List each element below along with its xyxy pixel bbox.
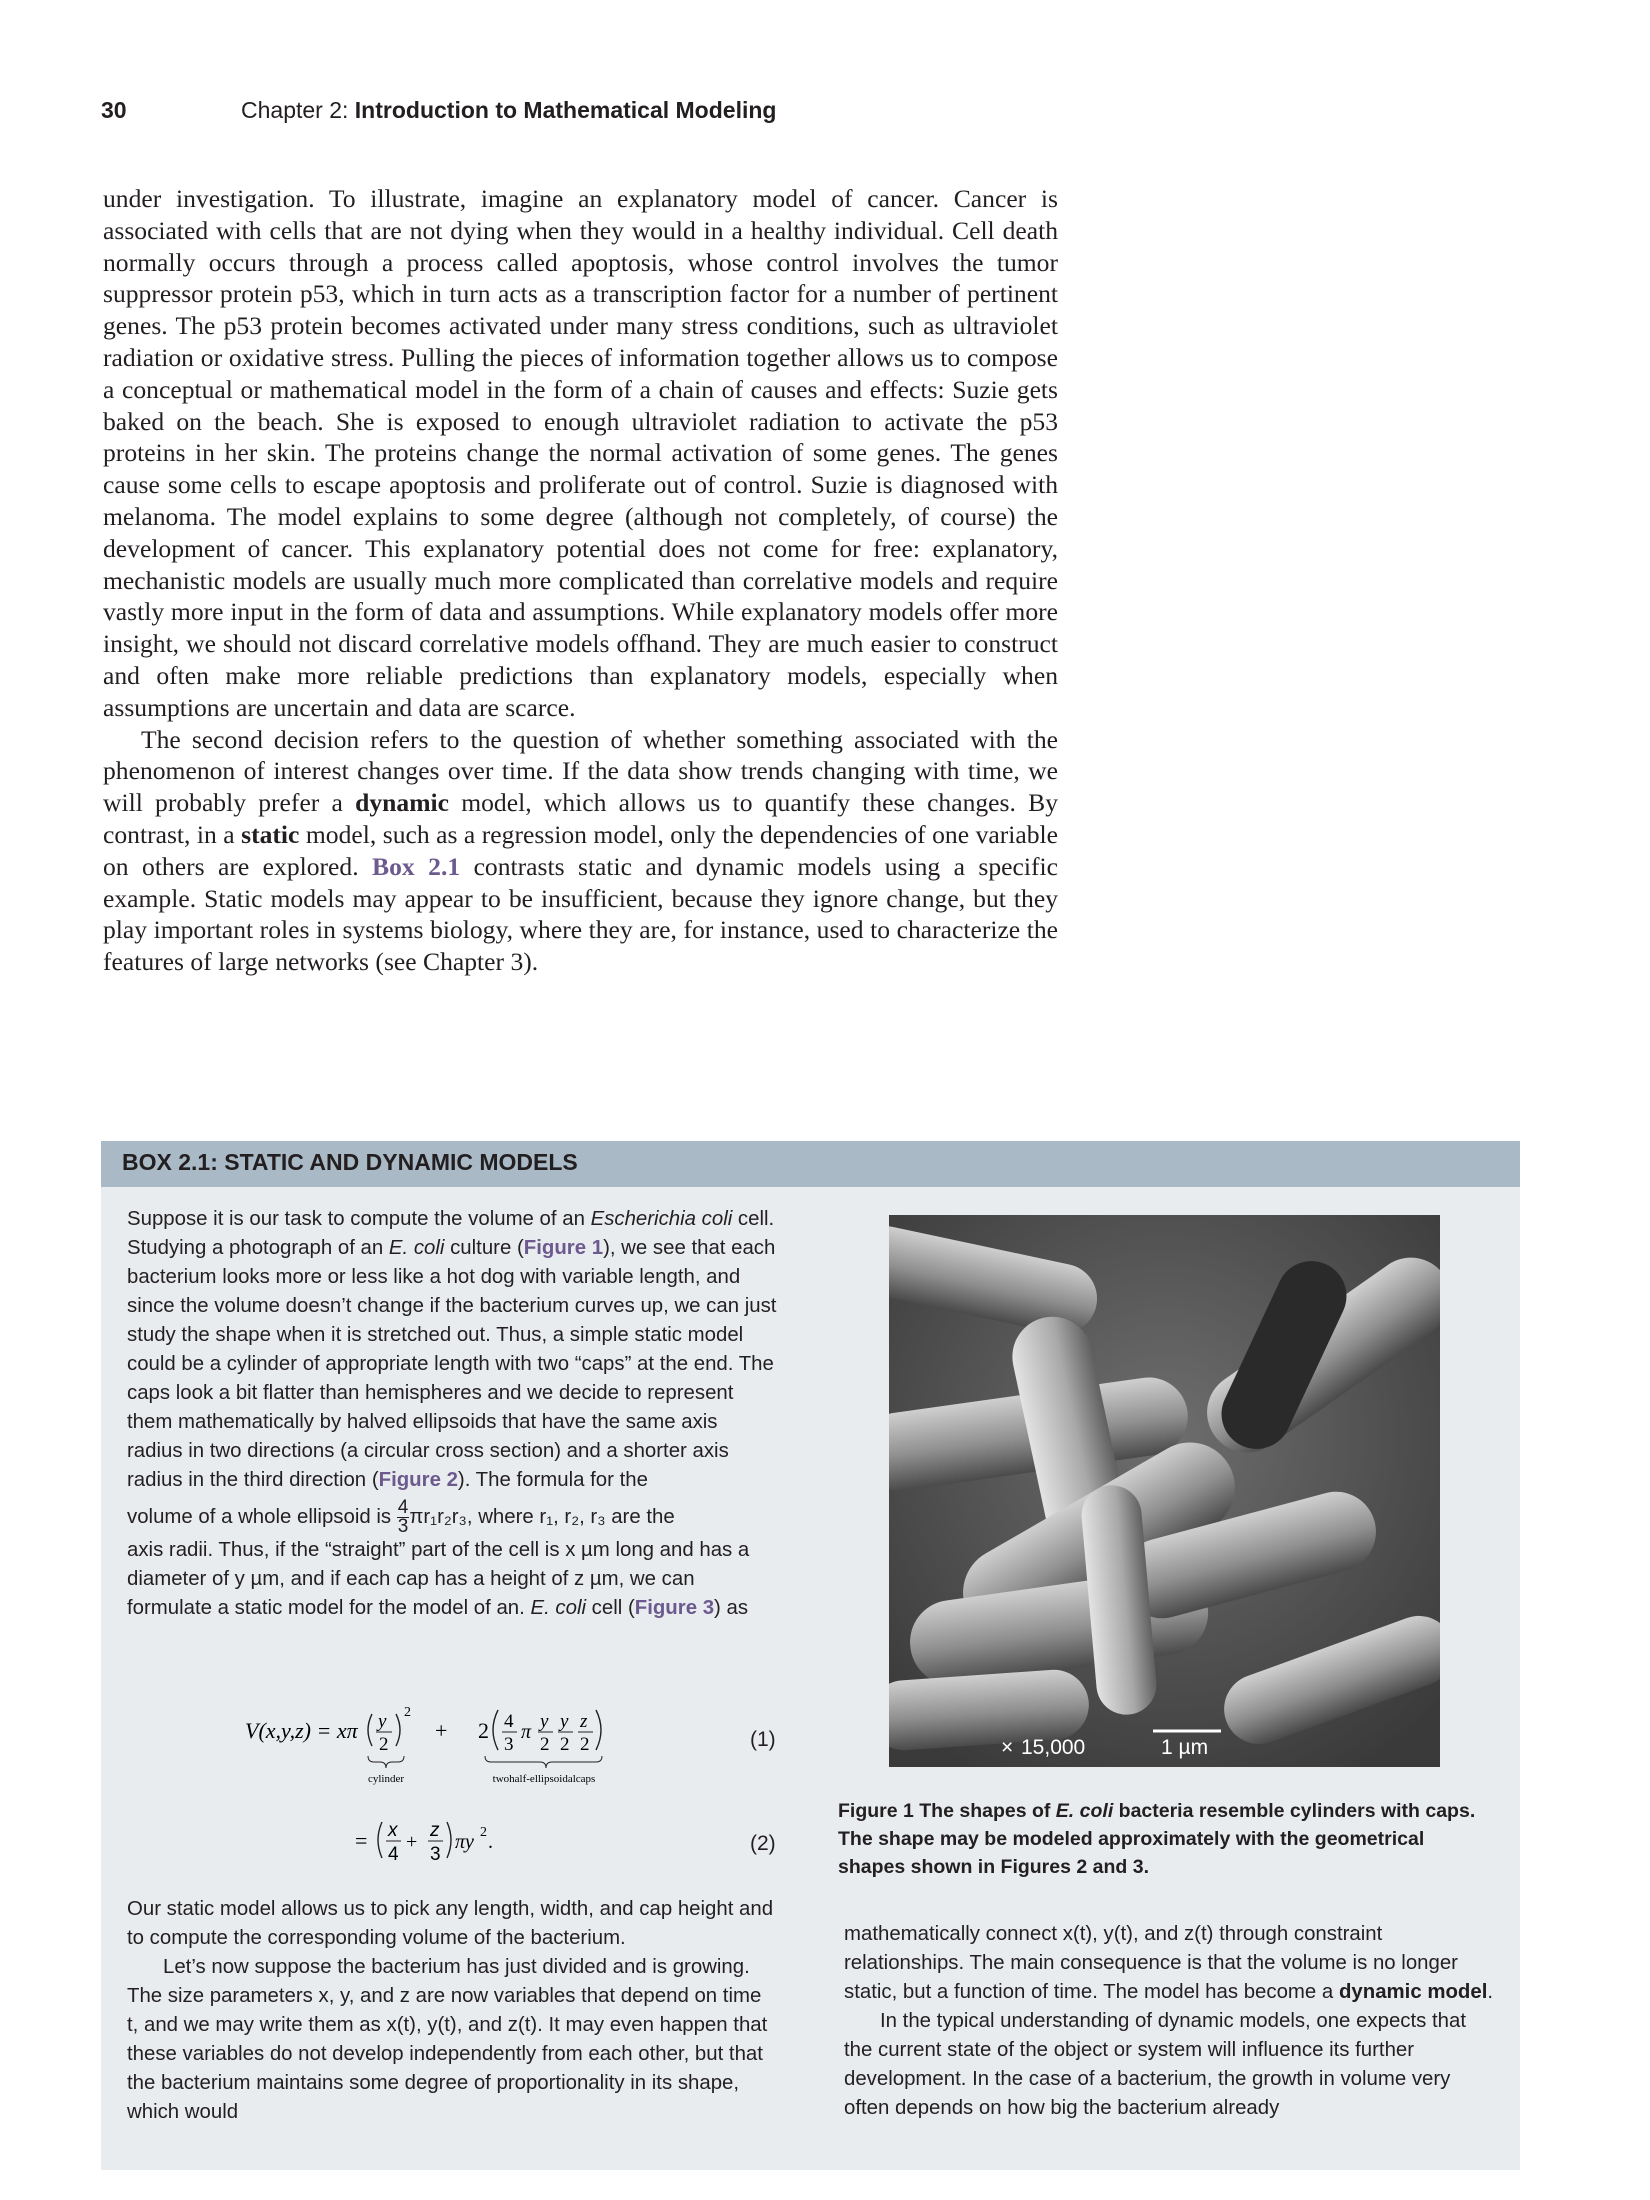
- eq1-lhs: V(x,y,z) = xπ: [245, 1718, 358, 1743]
- paren: [378, 1822, 382, 1858]
- main-text: [103, 183, 1058, 978]
- paragraph-2: [103, 724, 1058, 978]
- species-name: Escherichia coli: [590, 1208, 733, 1230]
- eq-text: π: [521, 1721, 532, 1743]
- magnification-mark: ×: [1001, 1736, 1014, 1759]
- box-left-column-top: [127, 1205, 777, 1623]
- box-text: culture (: [444, 1237, 524, 1259]
- eq-text: 3: [430, 1844, 441, 1865]
- eq-text: 4: [388, 1844, 399, 1865]
- eq-text: z: [430, 1820, 440, 1841]
- species-name: E. coli: [388, 1237, 445, 1259]
- eq-text: 2: [580, 1734, 590, 1755]
- eq-text: y: [560, 1711, 569, 1732]
- page-number: 30: [101, 97, 127, 123]
- box-header-bar: [101, 1141, 1520, 1187]
- box-text: .: [1487, 1981, 1494, 2003]
- species-name: E. coli: [1055, 1800, 1114, 1822]
- box-paragraph-static: Our static model allows us to pick any length, width, and cap height and to compute the corresponding volume of the bacterium.: [127, 1898, 774, 1949]
- eq-text: 2: [560, 1734, 570, 1755]
- p2-text-d: contrasts static and dynamic models using a specific example. Static models may appear to be insufficient, because they ignore change, but they play important roles in systems biology, where they are, for instance, used to characterize the features of large networks (see Chapter 3).: [103, 851, 1058, 977]
- eq-text: .: [488, 1831, 493, 1853]
- eq-text: y: [378, 1711, 387, 1732]
- box-paragraph-constraint: [844, 1920, 1498, 2007]
- page-header: [101, 97, 1501, 133]
- magnification-label: 15,000: [1021, 1736, 1086, 1759]
- micrograph-illustration: [889, 1215, 1440, 1767]
- box-right-column: [844, 1920, 1498, 2123]
- box-paragraph-growth: Let’s now suppose the bacterium has just divided and is growing. The size parameters x, y, and z are now variables that depend on time t, and we may write them as x(t), y(t), and z(t). It may even happen that these variables do not develop independently from each other, but that the bacterium maintains some degree of proportionality in its shape, which would: [127, 1956, 768, 2123]
- term-static: static: [241, 819, 300, 849]
- caption-text: Figure 1 The shapes of: [838, 1800, 1056, 1822]
- term-dynamic: dynamic: [355, 788, 449, 818]
- box-paragraph-1: [127, 1205, 777, 1495]
- chapter-heading: [241, 97, 776, 124]
- paren: [368, 1714, 372, 1746]
- label-cylinder: cylinder: [367, 1773, 405, 1785]
- eq-text: z: [580, 1711, 588, 1732]
- paren: [396, 1714, 400, 1746]
- box-title: BOX 2.1: STATIC AND DYNAMIC MODELS: [122, 1149, 578, 1175]
- eq-text: 2: [480, 1825, 487, 1840]
- eq-text: 2: [404, 1705, 411, 1720]
- underbrace-cylinder: [368, 1756, 404, 1768]
- box-paragraph-axis: [127, 1536, 777, 1623]
- box-text: ) as: [714, 1597, 749, 1619]
- ecoli-micrograph: [889, 1215, 1440, 1767]
- eq-text: πy: [455, 1831, 474, 1853]
- fraction-denominator: 3: [397, 1516, 409, 1537]
- figure-1-link[interactable]: Figure 1: [523, 1237, 604, 1259]
- eq-text: =: [355, 1828, 368, 1853]
- box-text: volume of a whole ellipsoid is: [127, 1505, 397, 1528]
- label-caps: twohalf-ellipsoidalcaps: [492, 1773, 596, 1785]
- paragraph-1: under investigation. To illustrate, imagine an explanatory model of cancer. Cancer is associated with cells that are not dying when they would in a healthy individual. Cell death normally occurs through a process called apoptosis, whose control involves the tumor suppressor protein p53, which in turn acts as a transcription factor for a number of pertinent genes. The p53 protein becomes activated under many stress conditions, such as ultraviolet radiation or oxidative stress. Pulling the pieces of information together allows us to compose a conceptual or mathematical model in the form of a chain of causes and effects: Suzie gets baked on the beach. She is exposed to enough ultraviolet radiation to activate the p53 proteins in her skin. The proteins change the normal activation of some genes. The genes cause some cells to escape apoptosis and proliferate out of control. Suzie is diagnosed with melanoma. The model explains to some degree (although not completely, of course) the development of cancer. This explanatory potential does not come for free: explanatory, mechanistic models are usually much more complicated than correlative models and require vastly more input in the form of data and assumptions. While explanatory models offer more insight, we should not discard correlative models offhand. They are much easier to construct and often make more reliable predictions than explanatory models, especially when assumptions are uncertain and data are scarce.: [103, 184, 1058, 722]
- p2-text-a: The second decision refers to the question of whether something associated with the phenomenon of interest changes over time. If the data show trends changing with time, we will probably prefer a: [103, 724, 1058, 818]
- p2-text-c: model, such as a regression model, only the dependencies of one variable on others are explored.: [103, 819, 1058, 881]
- box-text: axis radii. Thus, if the “straight” part of the cell is x µm long and has a diameter of y µm, and if each cap has a height of z µm, we can formulate a static model for the model of an.: [127, 1539, 750, 1619]
- box-text: Suppose it is our task to compute the volume of an: [127, 1208, 591, 1230]
- p2-text-b: model, which allows us to quantify these changes. By contrast, in a: [103, 788, 1058, 849]
- box-reference-link[interactable]: Box 2.1: [372, 851, 461, 881]
- species-name: E. coli: [530, 1597, 587, 1619]
- figure-1-caption: [838, 1797, 1478, 1881]
- figure-3-link[interactable]: Figure 3: [634, 1597, 715, 1619]
- box-text: ). The formula for the: [457, 1469, 648, 1491]
- fraction-four-thirds: [397, 1499, 410, 1536]
- paren: [447, 1822, 451, 1858]
- eq-text: 4: [504, 1711, 514, 1732]
- figure-2-link[interactable]: Figure 2: [378, 1469, 458, 1491]
- eq-text: +: [406, 1831, 418, 1853]
- paren: [493, 1710, 498, 1750]
- box-text: mathematically connect x(t), y(t), and z(t) through constraint relationships. The main consequence is that the volume is no longer static, but a function of time. The model has become a: [844, 1923, 1458, 2003]
- eq-text: 3: [504, 1734, 514, 1755]
- fraction-numerator: 4: [397, 1497, 409, 1518]
- box-paragraph-typical: In the typical understanding of dynamic models, one expects that the current state of the object or system will influence its further development. In the case of a bacterium, the growth in volume very often depends on how big the bacterium already: [844, 2010, 1467, 2119]
- box-text: ), we see that each bacterium looks more or less like a hot dog with variable length, and since the volume doesn’t change if the bacterium curves up, we can just study the shape when it is stretched out. Thus, a simple static model could be a cylinder of appropriate length with two “caps” at the end. The caps look a bit flatter than hemispheres and we decide to represent them mathematically by halved ellipsoids that have the same axis radius in two directions (a circular cross section) and a shorter axis radius in the third direction (: [127, 1237, 777, 1491]
- caption-text: bacteria resemble cylinders with caps. The shape may be modeled approximately with the geometrical shapes shown in Figures 2 and 3.: [838, 1800, 1476, 1878]
- eq-text: x: [388, 1820, 398, 1841]
- eq-text: 2: [540, 1734, 550, 1755]
- box-left-column-bottom: [127, 1895, 777, 2127]
- chapter-title: Introduction to Mathematical Modeling: [354, 97, 777, 123]
- eq-text: +: [435, 1718, 448, 1743]
- equation-2-number: (2): [750, 1832, 776, 1855]
- scale-bar-label: 1 µm: [1161, 1736, 1209, 1759]
- box-text: cell (: [586, 1597, 635, 1619]
- equation-block: [240, 1700, 800, 1900]
- chapter-prefix: Chapter 2:: [241, 97, 355, 123]
- term-dynamic-model: dynamic model: [1338, 1981, 1488, 2003]
- box-text: πr₁r₂r₃, where r₁, r₂, r₃ are the: [409, 1505, 675, 1528]
- paren: [596, 1710, 601, 1750]
- eq-text: 2: [379, 1734, 389, 1755]
- equation-1-number: (1): [750, 1728, 776, 1751]
- box-ellipsoid-line: [127, 1499, 777, 1536]
- eq-text: y: [540, 1711, 549, 1732]
- eq-text: 2: [478, 1718, 489, 1743]
- box-text: cell. Studying a photograph of an: [127, 1208, 775, 1259]
- underbrace-caps: [485, 1756, 602, 1768]
